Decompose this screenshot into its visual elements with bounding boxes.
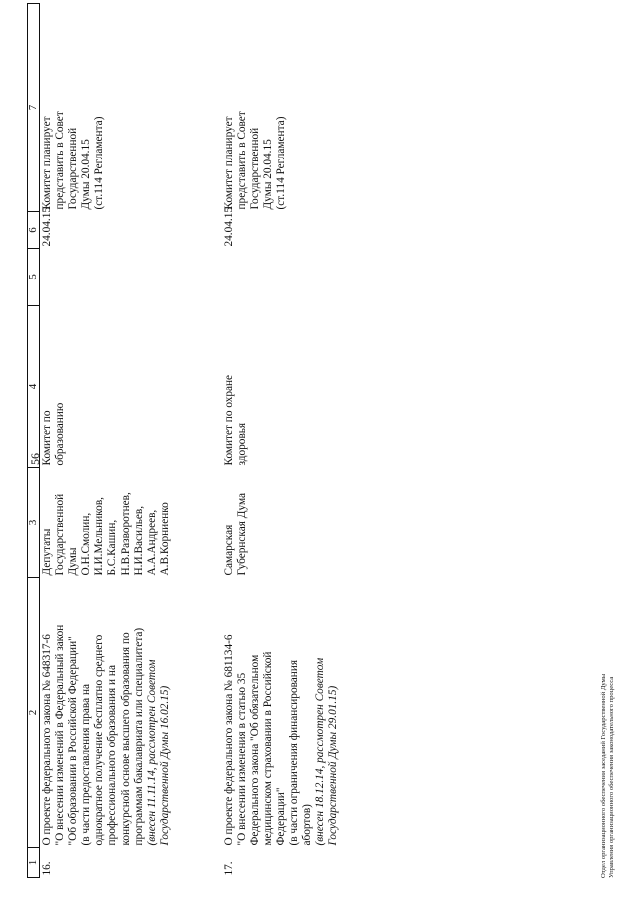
initiator-line: Губернская Дума: [235, 492, 248, 576]
date-cell: 24.04.15: [41, 206, 53, 247]
submission-note: (внесен 11.11.14, рассмотрен Советом: [145, 659, 158, 846]
footer-line: Отдел организационного обеспечения заседаний Государственной Думы: [600, 673, 607, 878]
initiator-line: И.И.Мельников,: [93, 497, 106, 576]
header-row: [28, 4, 40, 878]
title-line: О проекте федерального закона № 648317-6: [41, 634, 53, 846]
title-line: (в части предоставления права на: [80, 683, 93, 846]
plan-line: Государственной: [67, 127, 80, 210]
col-header-2: 2: [28, 578, 40, 848]
title-line: программам бакалавриата или специалитета): [132, 627, 145, 846]
title-line: профессионального образования и на: [106, 665, 119, 846]
col-header-6: 6: [28, 212, 40, 249]
footer-line: Управления организационного обеспечения законодательного процесса: [608, 676, 615, 878]
row-number: 17.: [222, 861, 235, 876]
col-header-5: 5: [28, 249, 40, 306]
initiator-line: Н.И.Васильев,: [132, 505, 145, 576]
committee: [222, 306, 341, 468]
col-header-3: 3: [28, 468, 40, 578]
initiator: [40, 468, 222, 578]
plan-line: представить в Совет: [54, 111, 67, 210]
plan-cell: [40, 4, 222, 212]
committee-line: Комитет по: [41, 410, 53, 466]
col-header-1: 1: [28, 848, 40, 878]
plan-cell: [222, 4, 341, 212]
col5-cell: [40, 249, 222, 306]
submission-note: Государственной Думы 29.01.15): [327, 685, 340, 846]
col-header-7: 7: [28, 4, 40, 212]
committee-line: образованию: [54, 402, 67, 466]
title-line: "О внесении изменений в Федеральный закон: [54, 624, 67, 846]
plan-line: Комитет планирует: [41, 116, 53, 210]
plan-line: Комитет планирует: [222, 116, 235, 210]
bill-title: [222, 578, 341, 848]
title-line: Федерации": [274, 787, 287, 846]
plan-line: представить в Совет: [235, 111, 248, 210]
table-row: [222, 4, 341, 878]
date-cell: 24.04.15: [222, 206, 235, 247]
initiator-line: О.Н.Смолин,: [80, 512, 93, 576]
plan-line: (ст.114 Регламента): [274, 116, 287, 210]
initiator-line: Б.С.Кашин,: [106, 519, 119, 576]
row-number: 16.: [41, 861, 53, 876]
submission-note: (внесен 18.12.14, рассмотрен Советом: [314, 657, 327, 846]
footer: [600, 674, 616, 878]
initiator-line: Н.В.Разворотнев,: [119, 492, 132, 576]
plan-line: Государственной: [248, 127, 261, 210]
title-line: абортов): [301, 804, 314, 846]
title-line: Федерального закона "Об обязательном: [248, 654, 261, 846]
committee: [40, 306, 222, 468]
submission-note: Государственной Думы 16.02.15): [158, 685, 171, 846]
initiator-line: Самарская: [222, 524, 235, 576]
committee-line: Комитет по охране: [222, 374, 235, 466]
initiator: [222, 468, 341, 578]
page-number: 56: [28, 453, 42, 465]
table-row: [40, 4, 222, 878]
col-header-4: 4: [28, 306, 40, 468]
initiator-line: Думы: [67, 547, 80, 576]
plan-line: (ст.114 Регламента): [93, 116, 106, 210]
bill-title: [40, 578, 222, 848]
plan-line: Думы 20.04.15: [80, 139, 93, 210]
title-line: однократное получение бесплатно среднего: [93, 634, 106, 846]
title-line: конкурсной основе высшего образования по: [119, 632, 132, 846]
title-line: "О внесении изменения в статью 35: [235, 672, 248, 846]
initiator-line: А.В.Корниенко: [158, 502, 171, 576]
committee-line: здоровья: [235, 422, 248, 466]
title-line: "Об образовании в Российской Федерации": [67, 636, 80, 846]
plan-line: Думы 20.04.15: [261, 139, 274, 210]
col5-cell: [222, 249, 341, 306]
title-line: медицинском страховании в Российской: [261, 651, 274, 846]
bills-table: [27, 3, 340, 878]
initiator-line: Депутаты: [41, 528, 53, 576]
initiator-line: А.А.Андреев,: [145, 509, 158, 576]
title-line: О проекте федерального закона № 681134-6: [222, 634, 235, 846]
title-line: (в части ограничения финансирования: [287, 659, 300, 846]
initiator-line: Государственной: [54, 493, 67, 576]
